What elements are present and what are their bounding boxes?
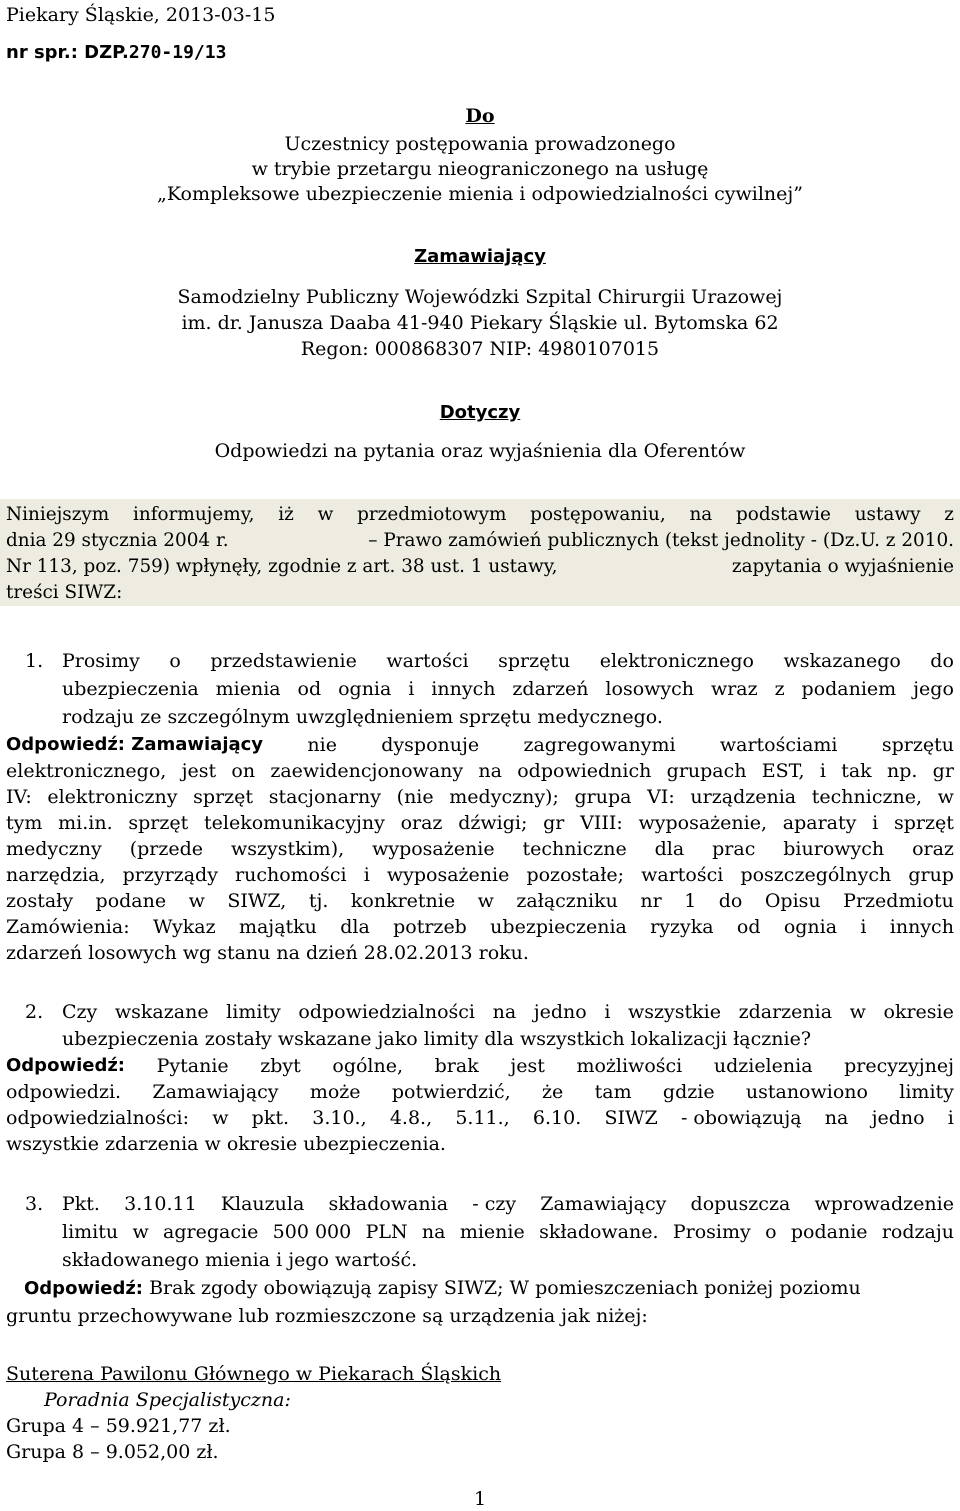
q1-question-line-2 xyxy=(62,678,954,700)
word: dźwigi; xyxy=(458,812,528,834)
q1-question-line-1 xyxy=(62,650,954,672)
addressee-line-2: w trybie przetargu nieograniczonego na usługę xyxy=(251,158,709,180)
word: SIWZ, xyxy=(227,890,287,912)
q3-answer-label: Odpowiedź: xyxy=(24,1278,144,1299)
word: techniczne, xyxy=(811,786,923,808)
word: potrzeb xyxy=(393,916,467,938)
word: gr xyxy=(543,812,565,834)
word: agregacie xyxy=(163,1221,259,1243)
word: ognia xyxy=(783,916,838,938)
word: dla xyxy=(654,838,685,860)
word: zagregowanymi xyxy=(523,734,676,756)
word: tak xyxy=(841,760,872,782)
word: okresie xyxy=(883,1001,954,1023)
q1-answer-line-8 xyxy=(6,916,954,938)
q3-number: 3. xyxy=(25,1193,44,1215)
word: do xyxy=(930,650,954,672)
word: – Prawo zamówień publicznych (tekst jednolity - (Dz.U. z 2010. xyxy=(368,530,954,551)
word: 5.11., xyxy=(455,1107,510,1129)
word: i xyxy=(363,864,370,886)
orderer-line-1: Samodzielny Publiczny Wojewódzki Szpital Chirurgii Urazowej xyxy=(177,286,783,308)
q3-question-line-1 xyxy=(62,1193,954,1215)
case-number-label: nr spr.: DZP. xyxy=(6,42,129,63)
word: Zamówienia: xyxy=(6,916,130,938)
word: 3.10.11 xyxy=(124,1193,197,1215)
word: wszystkim), xyxy=(230,838,345,860)
word: załączniku xyxy=(516,890,618,912)
word: odpowiednich xyxy=(517,760,652,782)
word: wszystkie xyxy=(628,1001,721,1023)
word: aparaty xyxy=(782,812,857,834)
word: ustanowiono xyxy=(745,1081,868,1103)
word: VI: xyxy=(647,786,675,808)
word: i xyxy=(860,916,867,938)
q1-question-line-3: rodzaju ze szczególnym uwzględnieniem sprzętu medycznego. xyxy=(62,706,663,728)
word: ryzyka xyxy=(650,916,714,938)
intro-line-2 xyxy=(6,530,954,551)
word: limity xyxy=(226,1001,281,1023)
word: ubezpieczenia xyxy=(490,916,627,938)
intro-line-1 xyxy=(6,504,954,525)
word: w xyxy=(212,1107,229,1129)
word: Zamawiający xyxy=(540,1193,667,1215)
word: np. xyxy=(886,760,918,782)
word: rodzaju xyxy=(881,1221,954,1243)
word: Wykaz xyxy=(152,916,216,938)
subject-heading: Dotyczy xyxy=(439,402,521,423)
word: wyposażenie xyxy=(372,838,495,860)
intro-line-4: treści SIWZ: xyxy=(6,582,123,603)
q1-answer-line-7 xyxy=(6,890,954,912)
word: w xyxy=(849,1001,866,1023)
word: na xyxy=(478,760,502,782)
word: tym xyxy=(6,812,43,834)
word: mi.in. xyxy=(58,812,113,834)
word: medyczny); xyxy=(449,786,559,808)
q1-answer-line-4 xyxy=(6,812,954,834)
case-number xyxy=(6,42,226,63)
word: limitu xyxy=(62,1221,119,1243)
word: odpowiedzi. xyxy=(6,1081,122,1103)
word: konkretnie xyxy=(350,890,456,912)
word: mienie xyxy=(459,1221,525,1243)
word: zostały xyxy=(6,890,74,912)
word: i xyxy=(947,1107,954,1129)
word: prac xyxy=(712,838,756,860)
word: sprzęt xyxy=(893,812,954,834)
word: i xyxy=(408,678,415,700)
word: Pytanie xyxy=(156,1055,229,1077)
q1-answer-line-1 xyxy=(6,734,954,756)
word: zaewidencjonowany xyxy=(270,760,464,782)
q1-answer-label: Odpowiedź: Zamawiający xyxy=(6,734,264,755)
q1-answer-line-2 xyxy=(6,760,954,782)
word: może xyxy=(309,1081,361,1103)
word: dla xyxy=(340,916,370,938)
word: do xyxy=(718,890,743,912)
q3-answer-text: Brak zgody obowiązują zapisy SIWZ; W pomieszczeniach poniżej poziomu xyxy=(149,1277,861,1299)
q2-answer-line-2 xyxy=(6,1081,954,1103)
word: i xyxy=(604,1001,611,1023)
word: przyrządy xyxy=(122,864,218,886)
word: (nie xyxy=(396,786,434,808)
word: składowania xyxy=(328,1193,449,1215)
word: na xyxy=(421,1221,446,1243)
word: PLN xyxy=(365,1221,408,1243)
q3-answer-line-1 xyxy=(24,1277,861,1299)
word: podane xyxy=(95,890,167,912)
group-8-value: Grupa 8 – 9.052,00 zł. xyxy=(6,1441,219,1463)
q2-answer-line-4: wszystkie zdarzenia w okresie ubezpieczenia. xyxy=(6,1133,446,1155)
page-number: 1 xyxy=(474,1488,487,1510)
word: jedno xyxy=(533,1001,587,1023)
word: VIII: xyxy=(580,812,623,834)
word: zbyt xyxy=(260,1055,301,1077)
q2-answer-line-3 xyxy=(6,1107,954,1129)
word: sprzęt xyxy=(193,786,254,808)
word: zdarzenia xyxy=(738,1001,833,1023)
word: IV: xyxy=(6,786,32,808)
word: narzędzia, xyxy=(6,864,106,886)
word: 4.8., xyxy=(389,1107,433,1129)
word: 6.10. xyxy=(532,1107,582,1129)
word: grupach xyxy=(666,760,747,782)
subject-text: Odpowiedzi na pytania oraz wyjaśnienia dla Oferentów xyxy=(214,440,746,462)
word: że xyxy=(542,1081,564,1103)
word: jest xyxy=(181,760,217,782)
word: z xyxy=(944,504,954,525)
case-number-value: 270-19/13 xyxy=(128,42,227,63)
word: wyposażenie, xyxy=(638,812,768,834)
word: podstawie xyxy=(736,504,831,525)
q1-number: 1. xyxy=(25,650,44,672)
word: Czy xyxy=(62,1001,98,1023)
word: 1 xyxy=(684,890,697,912)
word: grup xyxy=(908,864,954,886)
word: w xyxy=(188,890,205,912)
word: gdzie xyxy=(662,1081,715,1103)
word: jedno xyxy=(871,1107,925,1129)
word: mienia xyxy=(215,678,281,700)
orderer-line-2: im. dr. Janusza Daaba 41-940 Piekary Śląskie ul. Bytomska 62 xyxy=(181,312,779,334)
word: 3.10., xyxy=(312,1107,367,1129)
word: wartości xyxy=(386,650,469,672)
word: sprzętu xyxy=(881,734,954,756)
orderer-line-3: Regon: 000868307 NIP: 4980107015 xyxy=(300,338,660,360)
location-heading: Suterena Pawilonu Głównego w Piekarach Śląskich xyxy=(6,1363,502,1385)
q1-answer-line-9: zdarzeń losowych wg stanu na dzień 28.02.2013 roku. xyxy=(6,942,529,964)
word: tj. xyxy=(308,890,329,912)
word: stacjonarny xyxy=(268,786,382,808)
word: odpowiedzialności: xyxy=(6,1107,189,1129)
word: poszczególnych xyxy=(740,864,892,886)
q2-answer-line-1 xyxy=(6,1055,954,1077)
word: ubezpieczenia xyxy=(62,678,199,700)
orderer-heading: Zamawiający xyxy=(414,246,546,267)
word: precyzyjnej xyxy=(844,1055,954,1077)
word: dnia 29 stycznia 2004 r. xyxy=(6,530,229,551)
group-4-value: Grupa 4 – 59.921,77 zł. xyxy=(6,1415,231,1437)
location-subheading: Poradnia Specjalistyczna: xyxy=(44,1389,291,1411)
word: sprzęt xyxy=(128,812,189,834)
word: w xyxy=(477,890,494,912)
word: 500 000 xyxy=(272,1221,352,1243)
word: wraz xyxy=(710,678,758,700)
word: pozostałe; xyxy=(526,864,625,886)
word: na xyxy=(492,1001,517,1023)
word: w xyxy=(132,1221,149,1243)
word: nr xyxy=(640,890,662,912)
word: od xyxy=(736,916,761,938)
word: urządzenia xyxy=(690,786,797,808)
addressee-line-1: Uczestnicy postępowania prowadzonego xyxy=(284,133,676,155)
word: gr xyxy=(932,760,954,782)
word: na xyxy=(824,1107,849,1129)
word: Niniejszym xyxy=(6,504,110,525)
word: ruchomości xyxy=(235,864,347,886)
word: składowane. xyxy=(539,1221,659,1243)
addressee-heading: Do xyxy=(465,105,495,127)
word: zdarzeń xyxy=(512,678,589,700)
word: Pkt. xyxy=(62,1193,100,1215)
word: techniczne xyxy=(522,838,627,860)
word: jest xyxy=(510,1055,545,1077)
word: postępowaniu, xyxy=(530,504,666,525)
word: (przede xyxy=(129,838,204,860)
place-date: Piekary Śląskie, 2013-03-15 xyxy=(6,4,276,26)
word: Zamawiający xyxy=(152,1081,279,1103)
word: Klauzula xyxy=(220,1193,305,1215)
word: i xyxy=(819,760,826,782)
word: wyposażenie xyxy=(386,864,510,886)
word: udzielenia xyxy=(713,1055,813,1077)
q2-question-line-2: ubezpieczenia zostały wskazane jako limity dla wszystkich lokalizacji łącznie? xyxy=(62,1028,812,1050)
q1-answer-line-6 xyxy=(6,864,954,886)
word: wartości xyxy=(641,864,724,886)
word: biurowych xyxy=(783,838,885,860)
word: możliwości xyxy=(576,1055,683,1077)
q3-question-line-2 xyxy=(62,1221,954,1243)
q2-question-line-1 xyxy=(62,1001,954,1023)
word: oraz xyxy=(400,812,443,834)
word: podaniem xyxy=(801,678,897,700)
word: potwierdzić, xyxy=(391,1081,511,1103)
word: z xyxy=(774,678,785,700)
word: Nr 113, poz. 759) wpłynęły, zgodnie z art. 38 ust. 1 ustawy, xyxy=(6,556,558,577)
word: o xyxy=(765,1221,777,1243)
q3-question-line-3: składowanego mienia i jego wartość. xyxy=(62,1249,418,1271)
word: o xyxy=(169,650,181,672)
word: jego xyxy=(913,678,954,700)
word: wprowadzenie xyxy=(814,1193,954,1215)
word: odpowiedzialności xyxy=(298,1001,475,1023)
word: elektronicznego xyxy=(599,650,755,672)
word: elektroniczny xyxy=(47,786,178,808)
intro-line-3 xyxy=(6,556,954,577)
word: tam xyxy=(594,1081,632,1103)
word: brak xyxy=(434,1055,479,1077)
word: EST, xyxy=(761,760,805,782)
word: sprzętu xyxy=(498,650,571,672)
word: - czy xyxy=(472,1193,517,1215)
word: dopuszcza xyxy=(690,1193,791,1215)
addressee-line-3: „Kompleksowe ubezpieczenie mienia i odpowiedzialności cywilnej” xyxy=(157,183,803,205)
word: innych xyxy=(431,678,496,700)
word: ustawy xyxy=(854,504,921,525)
q1-answer-line-3 xyxy=(6,786,954,808)
word: wartościami xyxy=(719,734,838,756)
word: przedmiotowym xyxy=(357,504,507,525)
word: grupa xyxy=(574,786,632,808)
word: w xyxy=(317,504,334,525)
word: przedstawienie xyxy=(210,650,357,672)
word: podanie xyxy=(790,1221,868,1243)
word: ognia xyxy=(338,678,392,700)
word: telekomunikacyjny xyxy=(204,812,385,834)
word: informujemy, xyxy=(133,504,255,525)
word: od xyxy=(297,678,322,700)
word: Prosimy xyxy=(672,1221,751,1243)
word: nie xyxy=(307,734,337,756)
word: dysponuje xyxy=(381,734,480,756)
word: Przedmiotu xyxy=(843,890,954,912)
word: i xyxy=(872,812,879,834)
word: innych xyxy=(889,916,954,938)
word: pkt. xyxy=(251,1107,290,1129)
q2-number: 2. xyxy=(25,1001,44,1023)
word: limity xyxy=(899,1081,954,1103)
word: oraz xyxy=(912,838,954,860)
word: zapytania o wyjaśnienie xyxy=(731,556,954,577)
word: Prosimy xyxy=(62,650,140,672)
word: losowych xyxy=(605,678,695,700)
word: SIWZ xyxy=(604,1107,658,1129)
q1-answer-line-5 xyxy=(6,838,954,860)
q2-answer-label: Odpowiedź: xyxy=(6,1055,126,1076)
word: majątku xyxy=(238,916,317,938)
q3-answer-line-2: gruntu przechowywane lub rozmieszczone są urządzenia jak niżej: xyxy=(6,1305,648,1327)
word: ogólne, xyxy=(332,1055,404,1077)
word: wskazane xyxy=(114,1001,209,1023)
word: w xyxy=(937,786,954,808)
word: elektronicznego, xyxy=(6,760,167,782)
word: on xyxy=(231,760,256,782)
word: medyczny xyxy=(6,838,102,860)
word: Opisu xyxy=(764,890,821,912)
word: - obowiązują xyxy=(680,1107,802,1129)
word: iż xyxy=(278,504,294,525)
word: na xyxy=(689,504,713,525)
word: wskazanego xyxy=(783,650,901,672)
